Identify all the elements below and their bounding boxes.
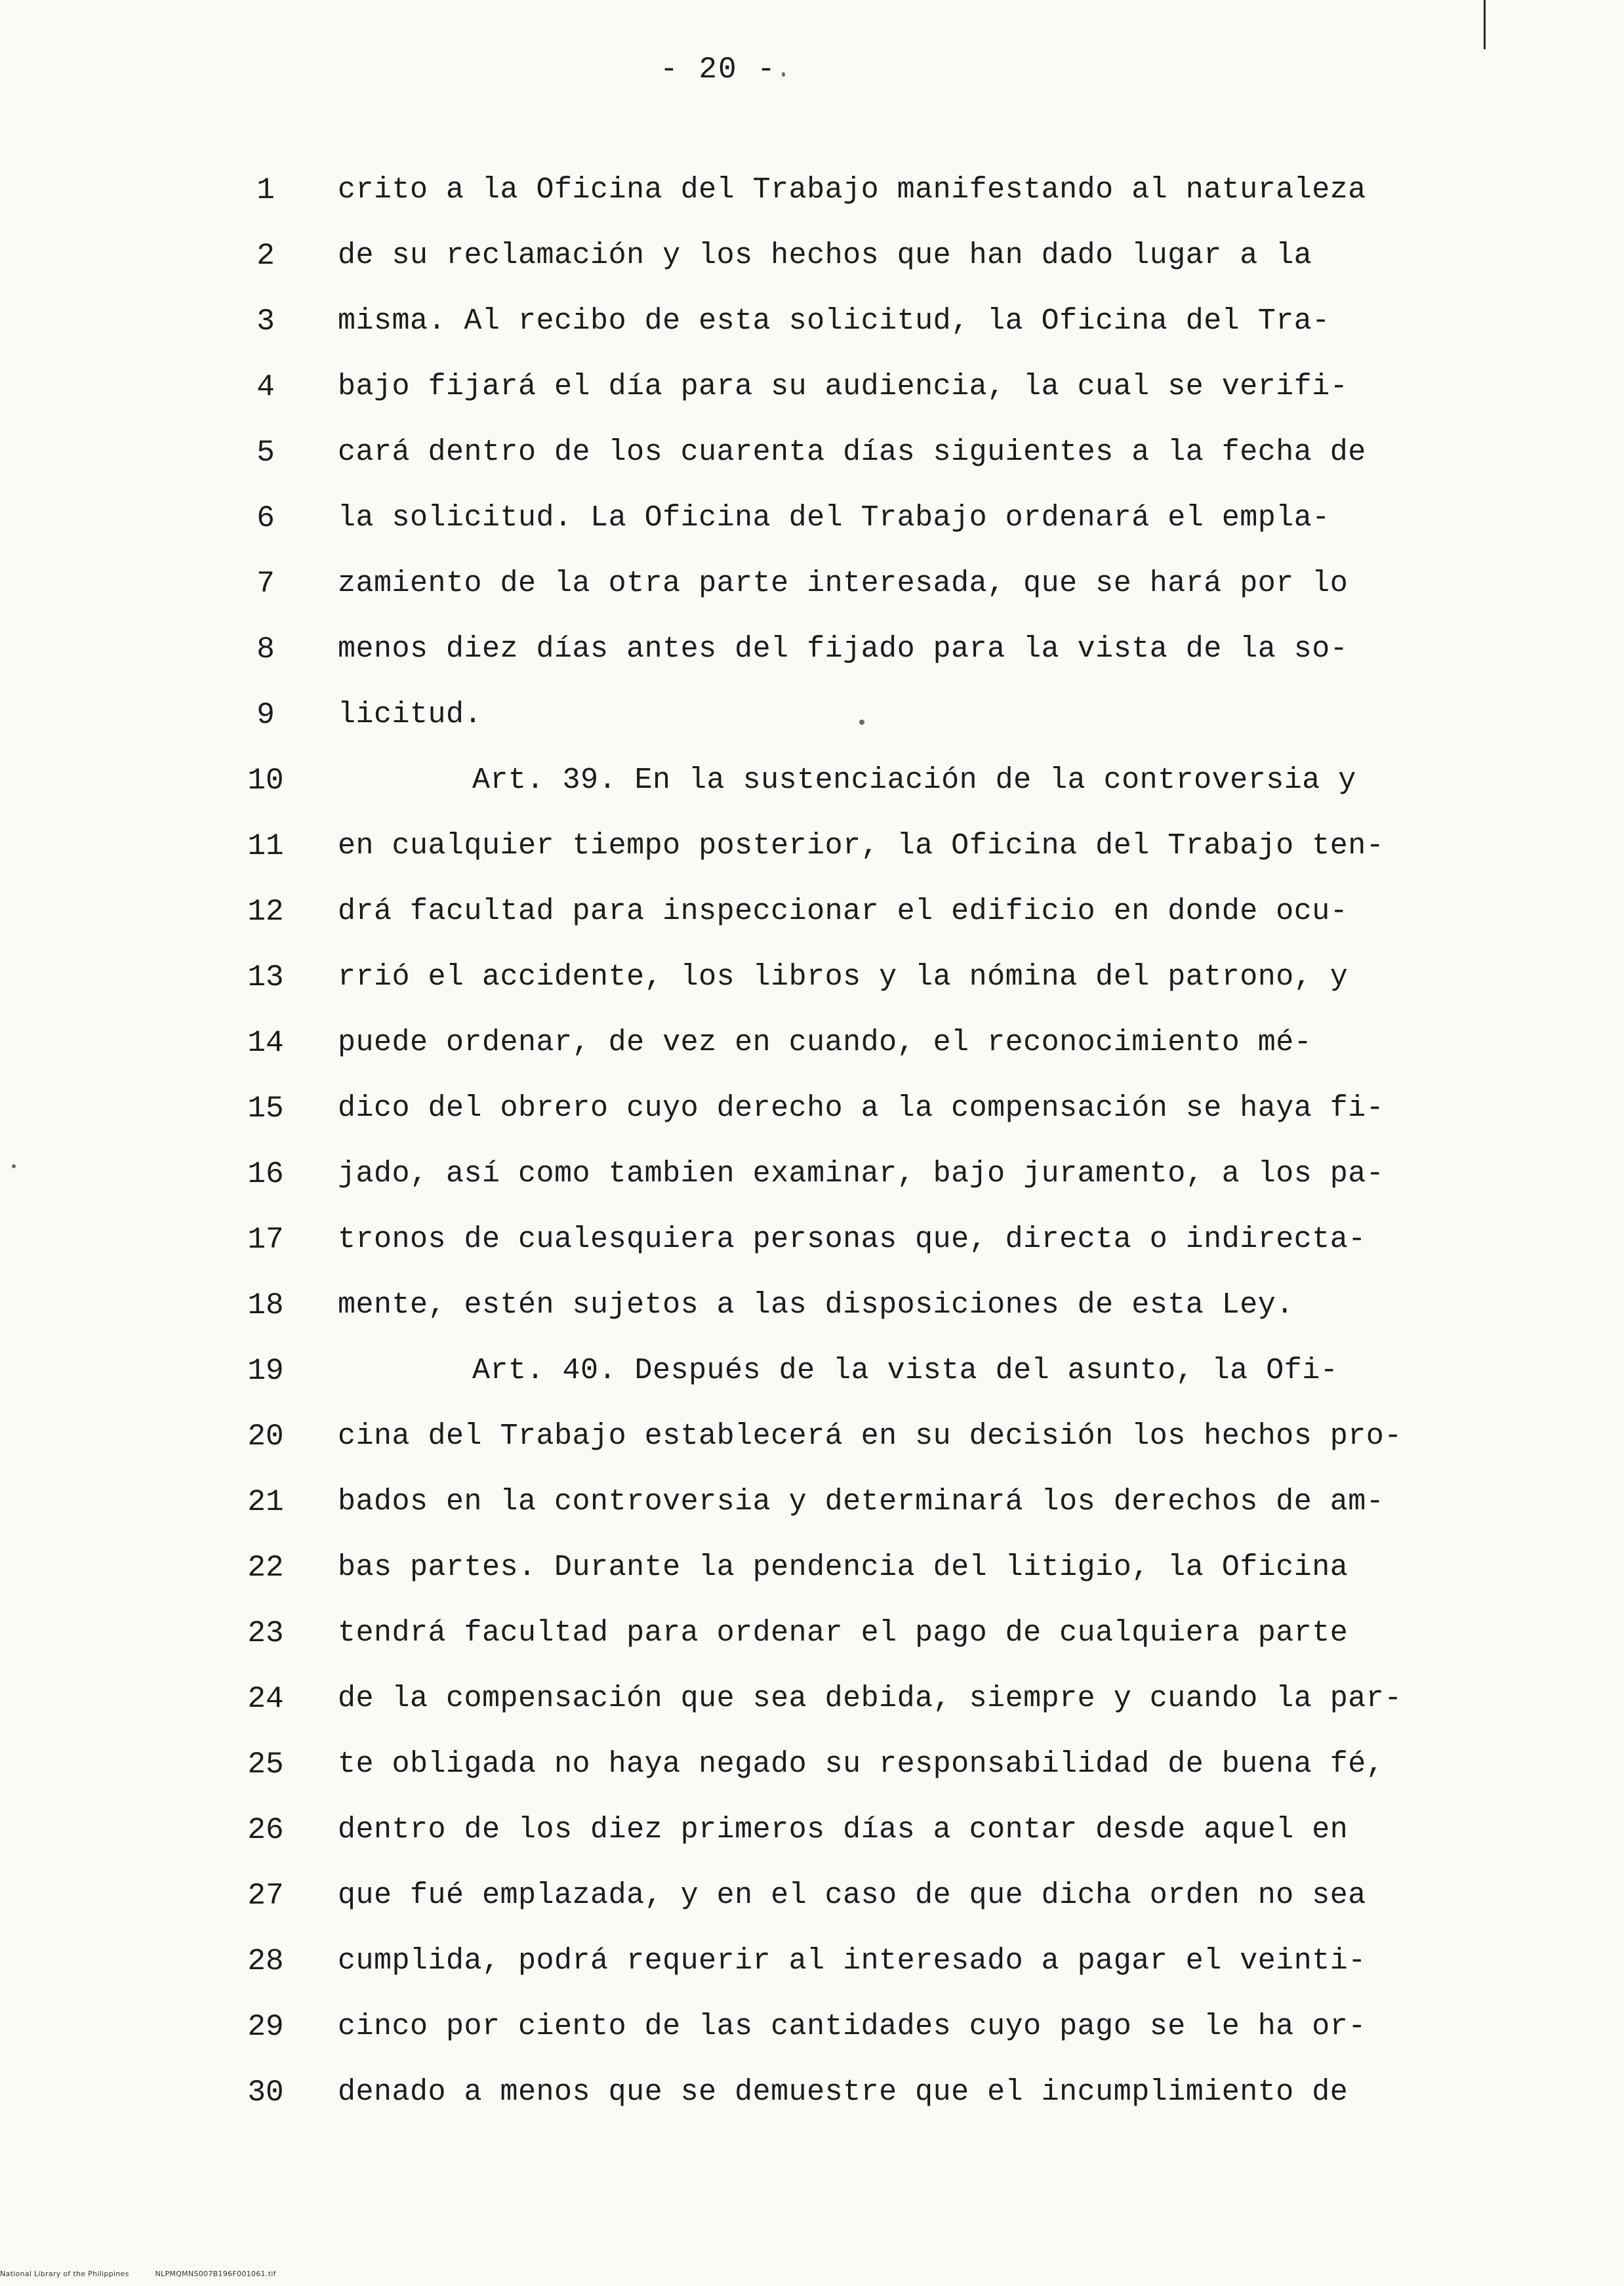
footer-library: National Library of the Philippines xyxy=(0,2270,129,2278)
line-number: 15 xyxy=(247,1092,284,1126)
line-text: de la compensación que sea debida, siempre y cuando la par- xyxy=(338,1682,1402,1715)
text-line xyxy=(0,945,1624,1010)
line-number: 22 xyxy=(247,1551,284,1585)
line-text: crito a la Oficina del Trabajo manifestando al naturaleza xyxy=(338,173,1366,207)
line-number: 25 xyxy=(247,1747,284,1782)
text-line xyxy=(0,1010,1624,1076)
text-line xyxy=(0,1797,1624,1863)
scan-speck xyxy=(859,720,864,725)
line-number: 28 xyxy=(247,1944,284,1978)
line-number: 5 xyxy=(256,436,275,470)
line-number: 9 xyxy=(256,698,275,732)
text-line xyxy=(0,1469,1624,1535)
line-text: te obligada no haya negado su responsabilidad de buena fé, xyxy=(338,1747,1385,1781)
line-text: Art. 39. En la sustenciación de la controversia y xyxy=(472,764,1356,797)
text-line xyxy=(0,485,1624,551)
line-text: tendrá facultad para ordenar el pago de cualquiera parte xyxy=(338,1616,1349,1650)
line-number: 23 xyxy=(247,1616,284,1650)
text-line xyxy=(0,1076,1624,1141)
text-line xyxy=(0,1929,1624,1994)
line-text: cará dentro de los cuarenta días siguientes a la fecha de xyxy=(338,436,1366,469)
text-line xyxy=(0,879,1624,945)
scan-speck xyxy=(12,1164,16,1168)
text-line xyxy=(0,2060,1624,2125)
line-text: dico del obrero cuyo derecho a la compensación se haya fi- xyxy=(338,1092,1385,1125)
scan-footer xyxy=(0,2270,300,2278)
text-line xyxy=(0,354,1624,420)
text-line xyxy=(0,1535,1624,1601)
line-text: mente, estén sujetos a las disposiciones de esta Ley. xyxy=(338,1288,1294,1322)
line-text: menos diez días antes del fijado para la vista de la so- xyxy=(338,632,1349,666)
line-text: denado a menos que se demuestre que el incumplimiento de xyxy=(338,2075,1349,2109)
text-line xyxy=(0,1273,1624,1338)
line-text: cumplida, podrá requerir al interesado a pagar el veinti- xyxy=(338,1944,1366,1978)
line-text: zamiento de la otra parte interesada, que se hará por lo xyxy=(338,567,1349,600)
line-text: dentro de los diez primeros días a contar desde aquel en xyxy=(338,1813,1349,1847)
line-text: bas partes. Durante la pendencia del litigio, la Oficina xyxy=(338,1551,1349,1584)
line-number: 4 xyxy=(256,370,275,404)
text-line xyxy=(0,617,1624,682)
scan-speck xyxy=(782,72,785,77)
text-line xyxy=(0,551,1624,617)
line-number: 7 xyxy=(256,567,275,601)
page-number: - 20 - xyxy=(660,52,777,87)
line-number: 1 xyxy=(256,173,275,207)
line-text: misma. Al recibo de esta solicitud, la Oficina del Tra- xyxy=(338,304,1330,338)
text-line xyxy=(0,813,1624,879)
text-line xyxy=(0,157,1624,223)
line-number: 17 xyxy=(247,1223,284,1257)
text-line xyxy=(0,1141,1624,1207)
text-line xyxy=(0,223,1624,289)
line-text: cinco por ciento de las cantidades cuyo pago se le ha or- xyxy=(338,2010,1366,2043)
line-number: 27 xyxy=(247,1879,284,1913)
text-line xyxy=(0,420,1624,485)
line-number: 11 xyxy=(247,829,284,863)
line-number: 6 xyxy=(256,501,275,535)
line-text: rrió el accidente, los libros y la nómina del patrono, y xyxy=(338,960,1349,994)
text-line xyxy=(0,1404,1624,1469)
line-number: 19 xyxy=(247,1354,284,1388)
line-text: de su reclamación y los hechos que han dado lugar a la xyxy=(338,239,1312,272)
text-line xyxy=(0,1207,1624,1273)
line-number: 26 xyxy=(247,1813,284,1847)
line-number: 10 xyxy=(247,764,284,798)
text-line xyxy=(0,1666,1624,1732)
text-line xyxy=(0,748,1624,813)
line-text: tronos de cualesquiera personas que, directa o indirecta- xyxy=(338,1223,1366,1256)
line-number: 29 xyxy=(247,2010,284,2044)
line-number: 12 xyxy=(247,895,284,929)
line-text: bajo fijará el día para su audiencia, la cual se verifi- xyxy=(338,370,1349,403)
line-text: que fué emplazada, y en el caso de que dicha orden no sea xyxy=(338,1879,1366,1912)
line-number: 14 xyxy=(247,1026,284,1060)
line-number: 16 xyxy=(247,1157,284,1191)
line-number: 2 xyxy=(256,239,275,273)
line-text: puede ordenar, de vez en cuando, el reconocimiento mé- xyxy=(338,1026,1312,1059)
line-number: 24 xyxy=(247,1682,284,1716)
footer-file-id: NLPMQMNS007B196F001061.tif xyxy=(155,2270,276,2278)
line-text: en cualquier tiempo posterior, la Oficina del Trabajo ten- xyxy=(338,829,1385,863)
line-number: 13 xyxy=(247,960,284,994)
line-number: 8 xyxy=(256,632,275,666)
line-number: 21 xyxy=(247,1485,284,1519)
line-text: bados en la controversia y determinará los derechos de am- xyxy=(338,1485,1385,1519)
text-line xyxy=(0,289,1624,354)
text-line xyxy=(0,1601,1624,1666)
line-text: licitud. xyxy=(338,698,483,731)
text-line xyxy=(0,1732,1624,1797)
text-line xyxy=(0,1338,1624,1404)
line-number: 30 xyxy=(247,2075,284,2110)
line-number: 20 xyxy=(247,1419,284,1454)
line-number: 3 xyxy=(256,304,275,338)
text-line xyxy=(0,1994,1624,2060)
text-line xyxy=(0,1863,1624,1929)
line-number: 18 xyxy=(247,1288,284,1322)
line-text: Art. 40. Después de la vista del asunto, la Ofi- xyxy=(472,1354,1339,1387)
text-line xyxy=(0,682,1624,748)
line-text: cina del Trabajo establecerá en su decisión los hechos pro- xyxy=(338,1419,1402,1453)
line-text: jado, así como tambien examinar, bajo juramento, a los pa- xyxy=(338,1157,1385,1191)
line-text: drá facultad para inspeccionar el edificio en donde ocu- xyxy=(338,895,1349,928)
line-text: la solicitud. La Oficina del Trabajo ordenará el empla- xyxy=(338,501,1330,535)
